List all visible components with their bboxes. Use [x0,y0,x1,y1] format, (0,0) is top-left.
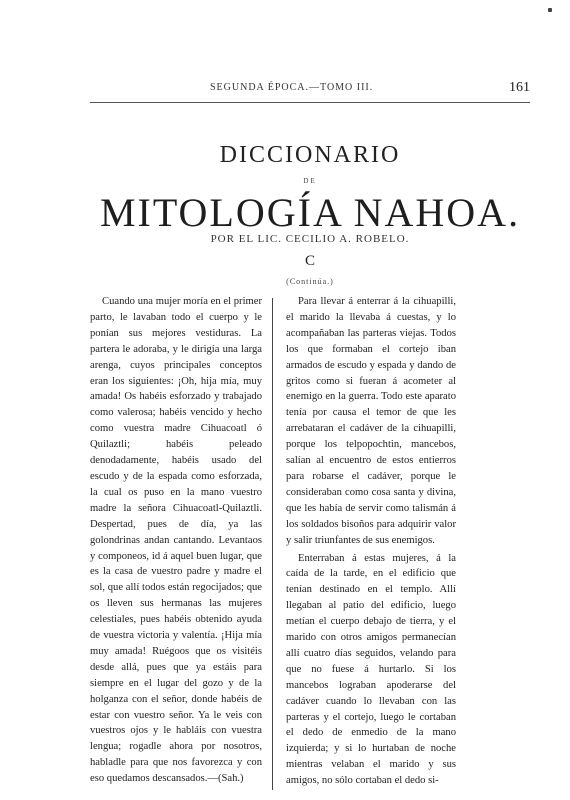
header-rule [90,102,530,103]
column-divider [272,298,273,790]
paragraph: Para llevar á enterrar á la cihuapilli, el marido la llevaba á cuestas, y lo acompañaban las parteras viejas. Todos los que formaban el cortejo iban armados de escudo y espada y dando de gritos como si fueran á acometer al enemigo en la guerra. Todo este aparato tenía por causa el temor de que les arrebataran el cadáver de la cihuapilli, porque los telpopochtin, mancebos, salían al encuentro de estos entierros para robarse el cadáver, porque le consideraban como cosa santa y divina, que les había de servir como talismán á los soldados bisoños para adquirir valor y salir triunfantes de sus enemigos. [286,296,456,546]
column-right [286,294,456,789]
paragraph: Cuando una mujer moría en el primer parto, le lavaban todo el cuerpo y le ponían sus mejores vestiduras. La partera le adoraba, y le dirigía una larga arenga, cuyos principales conceptos eran los siguientes: ¡Oh, hija mía, muy amada! Os habéis esforzado y trabajado como valerosa; habéis vencido y hecho como vuestra madre Cihuacoatl ó Quilaztli; habéis peleado denodadamente, habéis usado del escudo y de la espada como esforzada, la cual os puso en la mano vuestro madre la señora Cihuacoatl-Quilaztli. Despertad, pues de día, ya las golondrinas andan cantando. Levantaos y componeos, id á aquel buen lugar, que es la casa de vuestro padre y madre el sol, que allí todos están regocijados; que os lleven sus hermanas las mujeres celestiales, pues habéis obtenido ayuda de vuestra victoria y valentía. ¡Hija mía muy amada! Ruégoos que os visitéis desde allá, pues que ya estáis para siempre en el lugar del gozo y de la holganza con el señor, donde habéis de estar con vuestro señor. Ya le veis con vuestros ojos y le habláis con vuestra lengua; rogadle ahora por nosotros, habladle para que nos favorezca y con eso quedamos descansados.—(Sah.) [90,296,262,785]
column-left [90,294,262,787]
running-head-text: SEGUNDA ÉPOCA.—TOMO III. [210,82,374,93]
title-diccionario: DICCIONARIO [219,142,401,168]
running-head [90,80,530,100]
title-mitologia-nahoa: MITOLOGÍA NAHOA. [99,190,521,235]
section-letter: C [304,253,315,269]
page-number: 161 [509,80,530,95]
author-line: POR EL LIC. CECILIO A. ROBELO. [210,233,410,245]
paragraph: Enterraban á estas mujeres, á la caída de la tarde, en el edificio que tenían destinado en el templo. Allí llegaban al patio del edificio, luego metían el cuerpo debajo de tierra, y el marido con otros amigos permanecían allí cuatro días seguidos, velando para que no fuese á hurtarlo. Si los mancebos lograban apoderarse del cadáver cuando lo llevaban con las parteras y el cortejo, luego le cortaban el dedo de enmedio de la mano izquierda; y si lo hurtaban de noche mientras velaban el marido y sus amigos, no sólo cortaban el dedo si- [286,552,456,787]
title-de: DE [303,177,317,185]
continuation-note: (Continúa.) [286,277,334,286]
corner-mark [548,8,552,12]
